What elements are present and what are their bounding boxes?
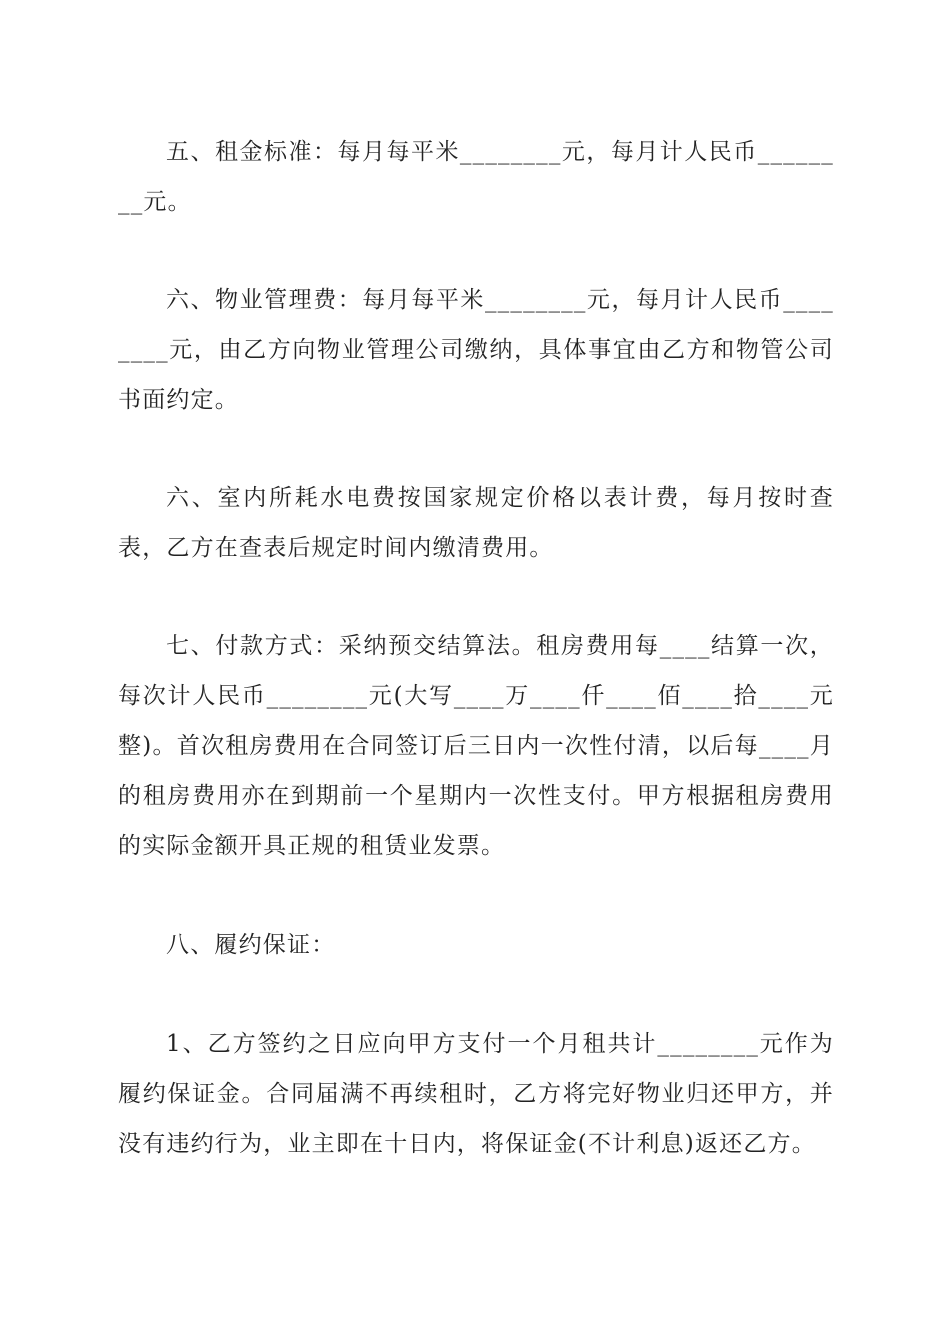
clause-utilities: 六、室内所耗水电费按国家规定价格以表计费，每月按时查表，乙方在查表后规定时间内缴清费用。	[118, 485, 834, 561]
clause-rent-standard: 五、租金标准：每月每平米________元，每月计人民币________元。	[118, 139, 834, 215]
clause-guarantee-deposit: 1、乙方签约之日应向甲方支付一个月租共计________元作为履约保证金。合同届满不再续租时，乙方将完好物业归还甲方，并没有违约行为，业主即在十日内，将保证金(不计利息)返还乙方。	[118, 1031, 834, 1157]
clause-payment-method: 七、付款方式：采纳预交结算法。租房费用每____结算一次，每次计人民币________元(大写____万____仟____佰____拾____元整)。首次租房费用在合同签订后三日内一次性付清，以后每____月的租房费用亦在到期前一个星期内一次性支付。甲方根据租房费用的实际金额开具正规的租赁业发票。	[118, 633, 834, 859]
clause-property-management-fee: 六、物业管理费：每月每平米________元，每月计人民币________元，由乙方向物业管理公司缴纳，具体事宜由乙方和物管公司书面约定。	[118, 287, 834, 413]
clause-performance-guarantee-heading: 八、履约保证：	[166, 932, 336, 958]
